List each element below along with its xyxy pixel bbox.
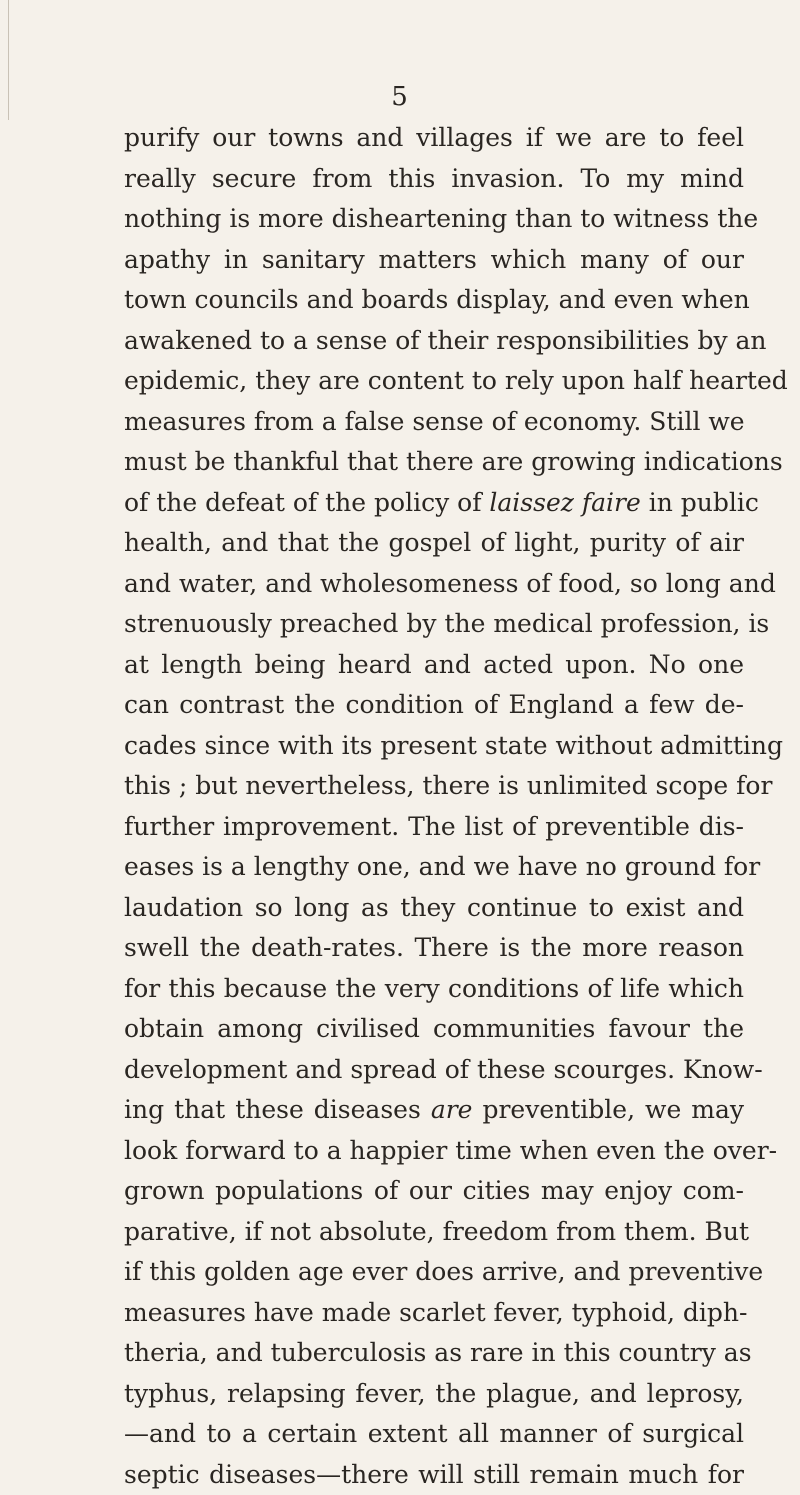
text-line: eases is a lengthy one, and we have no ground for bbox=[124, 847, 744, 888]
text-line: can contrast the condition of England a few de- bbox=[124, 685, 744, 726]
text-line: at length being heard and acted upon. No one bbox=[124, 645, 744, 686]
text-line: further improvement. The list of preventible dis- bbox=[124, 807, 744, 848]
text-line: theria, and tuberculosis as rare in this country as bbox=[124, 1333, 744, 1374]
text-line: —and to a certain extent all manner of surgical bbox=[124, 1414, 744, 1455]
body-text bbox=[124, 118, 744, 1495]
text-line: septic diseases—there will still remain much for bbox=[124, 1455, 744, 1495]
text-line: swell the death-rates. There is the more reason bbox=[124, 928, 744, 969]
text-line: ing that these diseases are preventible, we may bbox=[124, 1090, 744, 1131]
text-line: strenuously preached by the medical profession, is bbox=[124, 604, 744, 645]
text-line: apathy in sanitary matters which many of our bbox=[124, 240, 744, 281]
text-line: awakened to a sense of their responsibilities by an bbox=[124, 321, 744, 362]
italic-emphasis: laissez faire bbox=[489, 488, 640, 517]
text-line: typhus, relapsing fever, the plague, and leprosy, bbox=[124, 1374, 744, 1415]
text-line: measures have made scarlet fever, typhoid, diph- bbox=[124, 1293, 744, 1334]
text-line: obtain among civilised communities favour the bbox=[124, 1009, 744, 1050]
text-line: health, and that the gospel of light, purity of air bbox=[124, 523, 744, 564]
text-line: really secure from this invasion. To my mind bbox=[124, 159, 744, 200]
text-line: development and spread of these scourges. Know- bbox=[124, 1050, 744, 1091]
italic-emphasis: are bbox=[431, 1095, 473, 1124]
text-line: this ; but nevertheless, there is unlimited scope for bbox=[124, 766, 744, 807]
text-line: parative, if not absolute, freedom from them. But bbox=[124, 1212, 744, 1253]
text-line: if this golden age ever does arrive, and preventive bbox=[124, 1252, 744, 1293]
text-line: epidemic, they are content to rely upon half hearted bbox=[124, 361, 744, 402]
text-line: grown populations of our cities may enjoy com- bbox=[124, 1171, 744, 1212]
text-line: nothing is more disheartening than to witness the bbox=[124, 199, 744, 240]
text-line: must be thankful that there are growing indications bbox=[124, 442, 744, 483]
text-line: of the defeat of the policy of laissez faire in public bbox=[124, 483, 744, 524]
text-line: and water, and wholesomeness of food, so long and bbox=[124, 564, 744, 605]
text-line: laudation so long as they continue to exist and bbox=[124, 888, 744, 929]
text-line: for this because the very conditions of life which bbox=[124, 969, 744, 1010]
text-line: purify our towns and villages if we are to feel bbox=[124, 118, 744, 159]
text-line: town councils and boards display, and even when bbox=[124, 280, 744, 321]
text-line: cades since with its present state without admitting bbox=[124, 726, 744, 767]
page-number: 5 bbox=[0, 82, 800, 112]
text-line: look forward to a happier time when even the over- bbox=[124, 1131, 744, 1172]
text-line: measures from a false sense of economy. Still we bbox=[124, 402, 744, 443]
